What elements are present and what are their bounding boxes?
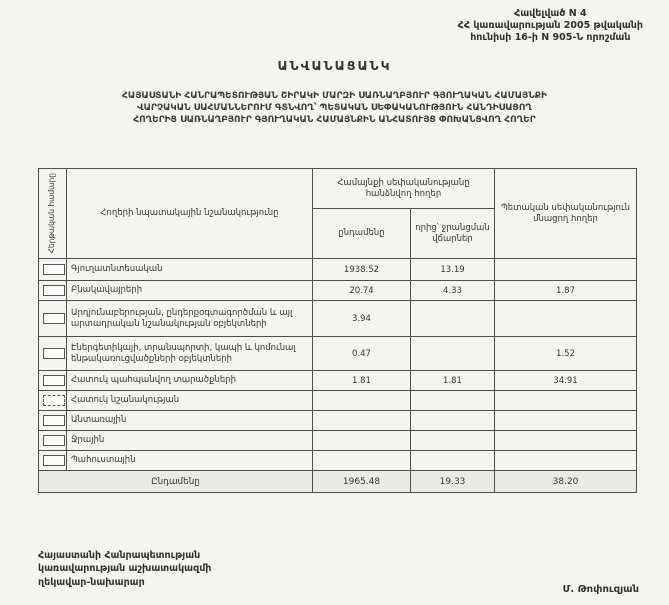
land-category-label: Ջրային [67,431,313,451]
row-number-cell [39,451,67,471]
value-state: 1.52 [495,337,637,371]
subcol-header-of-which: որից՝ ջրանցման վճարներ [411,209,495,259]
signatory-title-line3: ղեկավար-նախարար [38,576,145,588]
value-total [313,411,411,431]
row-number-cell [39,431,67,451]
row-number-box [43,455,65,466]
total-value-state: 38.20 [495,471,637,493]
value-of-which: 1.81 [411,371,495,391]
value-state [495,301,637,337]
total-row-label: Ընդամենը [39,471,313,493]
appendix-header [458,8,643,44]
row-number-box [43,348,65,359]
row-number-cell [39,391,67,411]
value-total [313,431,411,451]
land-category-label: Բնակավայրերի [67,281,313,301]
row-number-cell [39,371,67,391]
table-row [39,337,637,371]
subtitle-line1: ՀԱՅԱՍՏԱՆԻ ՀԱՆՐԱՊԵՏՈՒԹՅԱՆ ՇԻՐԱԿԻ ՄԱՐԶԻ ՍԱՌՆԱՂԲՅՈՒՐ ԳՅՈՒՂԱԿԱՆ ՀԱՄԱՅՆՔԻ [122,91,547,101]
row-number-box [43,435,65,446]
value-state [495,391,637,411]
signatory-title-block [38,549,211,589]
land-category-label: Էներգետիկայի, տրանսպորտի, կապի և կոմունալ ենթակառուցվածքների օբյեկտների [67,337,313,371]
col-header-state-ownership: Պետական սեփականություն մնացող հողեր [495,169,637,259]
table-row [39,431,637,451]
land-transfer-table [38,168,637,493]
value-state [495,431,637,451]
value-total [313,451,411,471]
value-total: 1938.52 [313,259,411,281]
table-total-row [39,471,637,493]
sequence-number-rotated-label: Հերթական համարը [47,173,57,254]
value-state [495,411,637,431]
value-of-which [411,301,495,337]
row-number-box [43,285,65,296]
value-state: 34.91 [495,371,637,391]
row-number-cell [39,411,67,431]
row-number-cell [39,259,67,281]
total-value-of-which: 19.33 [411,471,495,493]
value-of-which [411,431,495,451]
value-of-which: 13.19 [411,259,495,281]
value-total: 3.94 [313,301,411,337]
signatory-name: Մ. Թոփուզյան [562,584,639,595]
land-category-label: Պահուստային [67,451,313,471]
government-decision-line1: ՀՀ կառավարության 2005 թվականի [457,19,643,31]
land-category-label: Արդյունաբերության, ընդերքօգտագործման և այլ արտադրական նշանակության օբյեկտների [67,301,313,337]
row-number-cell [39,337,67,371]
value-total [313,391,411,411]
table-row [39,391,637,411]
row-number-box [43,395,65,406]
table-row [39,281,637,301]
col-header-land-purpose: Հողերի նպատակային նշանակությունը [67,169,313,259]
table-row [39,451,637,471]
row-number-cell [39,301,67,337]
value-of-which [411,411,495,431]
table-row [39,301,637,337]
value-of-which [411,391,495,411]
value-total: 0.47 [313,337,411,371]
page-title: ԱՆՎԱՆԱՑԱՆԿ [277,58,392,73]
row-number-box [43,264,65,275]
group-header-community-ownership: Համայնքի սեփականությանը հանձնվող հողեր [313,169,495,209]
government-decision-line2: հունիսի 16-ի N 905-Ն որոշման [470,31,631,43]
land-category-label: Հատուկ պահպանվող տարածքների [67,371,313,391]
land-category-label: Հատուկ նշանակության [67,391,313,411]
row-number-box [43,313,65,324]
value-total: 1.81 [313,371,411,391]
value-state [495,451,637,471]
signatory-title-line1: Հայաստանի Հանրապետության [38,550,201,561]
row-number-cell [39,281,67,301]
value-state [495,259,637,281]
appendix-number: Հավելված N 4 [514,8,587,19]
value-of-which [411,451,495,471]
table-row [39,371,637,391]
table-header-row-1 [39,169,637,209]
value-of-which: 4.33 [411,281,495,301]
row-number-box [43,415,65,426]
col-header-sequence-number [39,169,67,259]
subcol-header-total: ընդամենը [313,209,411,259]
land-category-label: Գյուղատնտեսական [67,259,313,281]
subtitle-line3: ՀՈՂԵՐԻՑ ՍԱՌՆԱՂԲՅՈՒՐ ԳՅՈՒՂԱԿԱՆ ՀԱՄԱՅՆՔԻՆ ԱՆՀԱՏՈՒՅՑ ՓՈԽԱՆՑՎՈՂ ՀՈՂԵՐ [133,115,536,126]
table-row [39,411,637,431]
value-state: 1.87 [495,281,637,301]
row-number-box [43,375,65,386]
document-subtitle [0,90,669,126]
value-total: 20.74 [313,281,411,301]
table-row [39,259,637,281]
land-category-label: Անտառային [67,411,313,431]
signatory-title-line2: կառավարության աշխատակազմի [38,563,212,575]
total-value-total: 1965.48 [313,471,411,493]
subtitle-line2: ՎԱՐՉԱԿԱՆ ՍԱՀՄԱՆՆԵՐՈՒՄ ԳՏՆՎՈՂ՝ ՊԵՏԱԿԱՆ ՍԵՓԱԿԱՆՈՒԹՅՈՒՆ ՀԱՆԴԻՍԱՑՈՂ [137,103,532,114]
value-of-which [411,337,495,371]
